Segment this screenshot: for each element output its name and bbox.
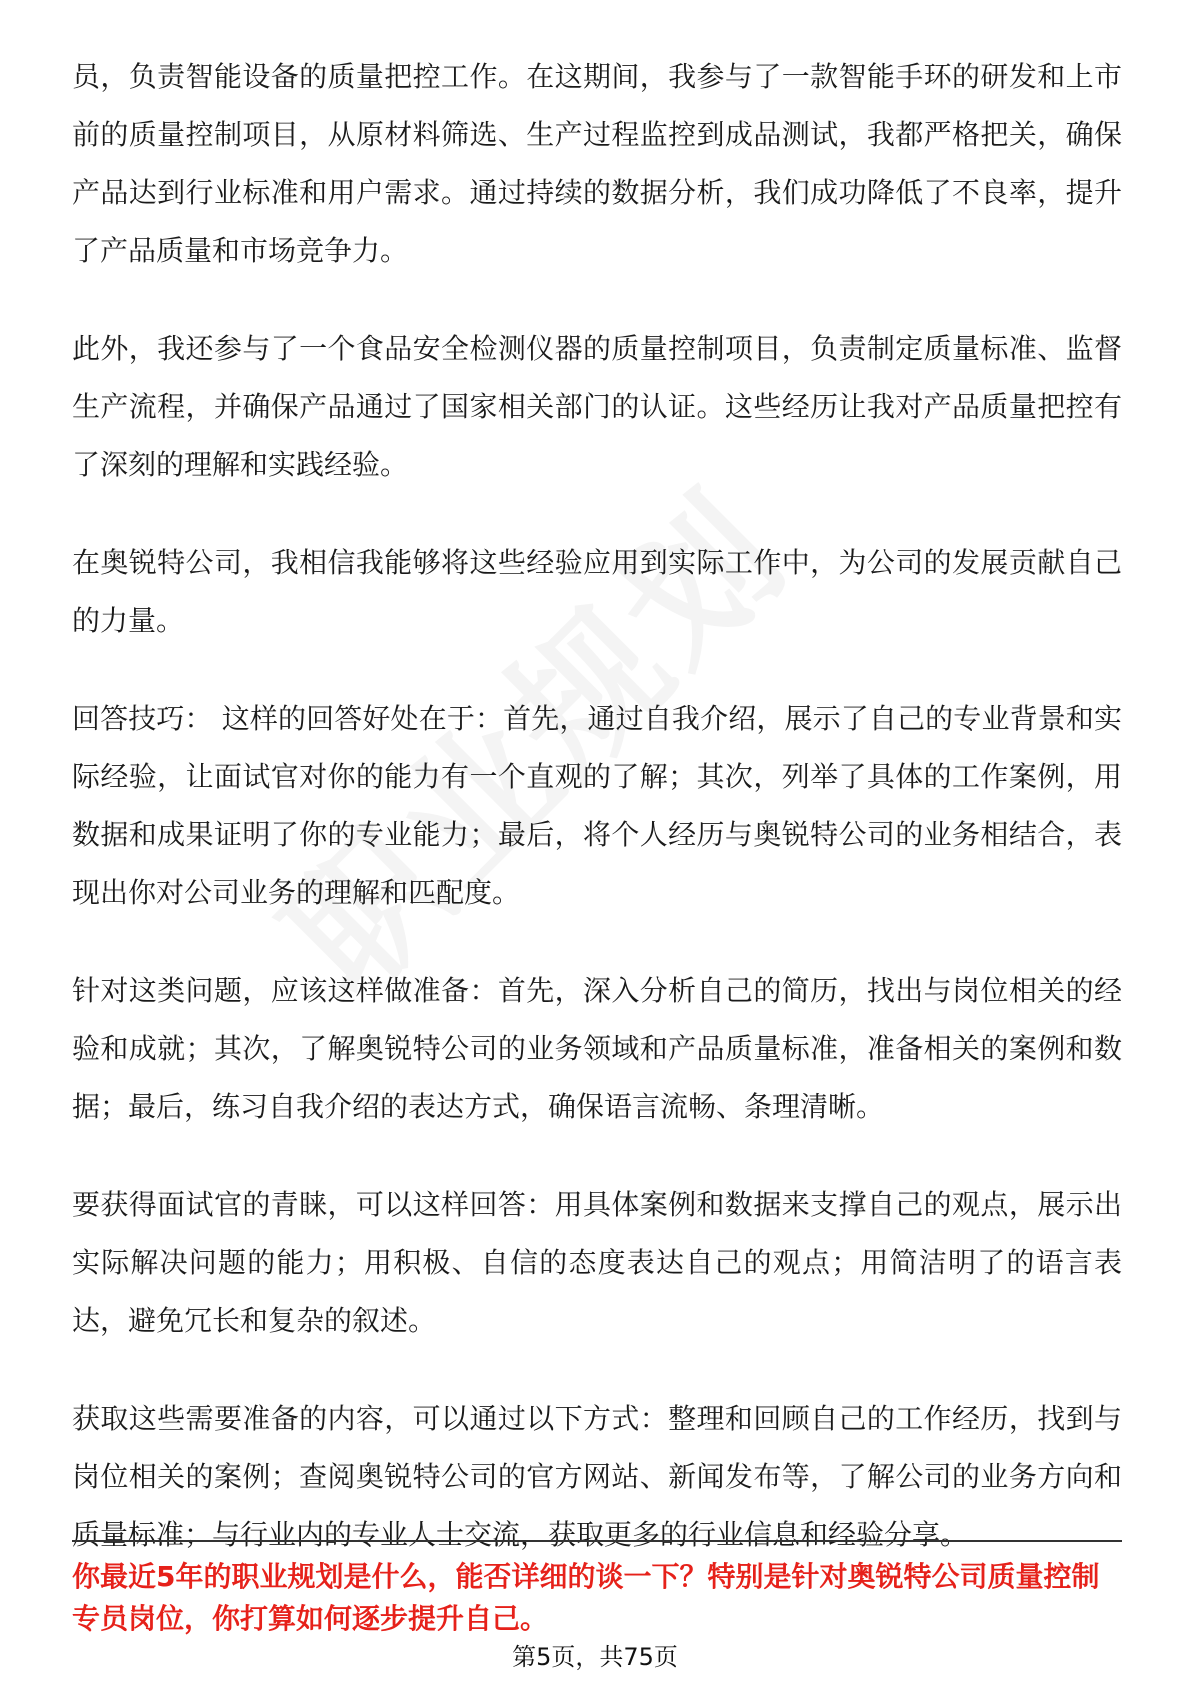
document-body [72,48,1122,1604]
paragraph-3: 在奥锐特公司，我相信我能够将这些经验应用到实际工作中，为公司的发展贡献自己的力量。 [72,546,1122,637]
paragraph-2: 此外，我还参与了一个食品安全检测仪器的质量控制项目，负责制定质量标准、监督生产流程，并确保产品通过了国家相关部门的认证。这些经历让我对产品质量把控有了深刻的理解和实践经验。 [72,332,1122,481]
answer-tips-paragraph: 回答技巧： 这样的回答好处在于：首先，通过自我介绍，展示了自己的专业背景和实际经验，让面试官对你的能力有一个直观的了解；其次，列举了具体的工作案例，用数据和成果证明了你的专业能力；最后，将个人经历与奥锐特公司的业务相结合，表现出你对公司业务的理解和匹配度。 [72,702,1122,909]
page-number: 第5页，共75页 [512,1643,678,1671]
next-question-heading: 你最近5年的职业规划是什么，能否详细的谈一下？特别是针对奥锐特公司质量控制专员岗位，你打算如何逐步提升自己。 [72,1560,1100,1635]
impress-interviewer-paragraph: 要获得面试官的青睐，可以这样回答：用具体案例和数据来支撑自己的观点，展示出实际解决问题的能力；用积极、自信的态度表达自己的观点；用简洁明了的语言表达，避免冗长和复杂的叙述。 [72,1188,1122,1337]
gather-content-paragraph: 获取这些需要准备的内容，可以通过以下方式：整理和回顾自己的工作经历，找到与岗位相关的案例；查阅奥锐特公司的官方网站、新闻发布等，了解公司的业务方向和质量标准；与行业内的专业人士交流，获取更多的行业信息和经验分享。 [72,1402,1122,1551]
section-divider [72,1540,1122,1542]
paragraph-1: 员，负责智能设备的质量把控工作。在这期间，我参与了一款智能手环的研发和上市前的质量控制项目，从原材料筛选、生产过程监控到成品测试，我都严格把关，确保产品达到行业标准和用户需求。通过持续的数据分析，我们成功降低了不良率，提升了产品质量和市场竞争力。 [72,60,1122,267]
preparation-paragraph: 针对这类问题，应该这样做准备：首先，深入分析自己的简历，找出与岗位相关的经验和成就；其次，了解奥锐特公司的业务领域和产品质量标准，准备相关的案例和数据；最后，练习自我介绍的表达方式，确保语言流畅、条理清晰。 [72,974,1122,1123]
